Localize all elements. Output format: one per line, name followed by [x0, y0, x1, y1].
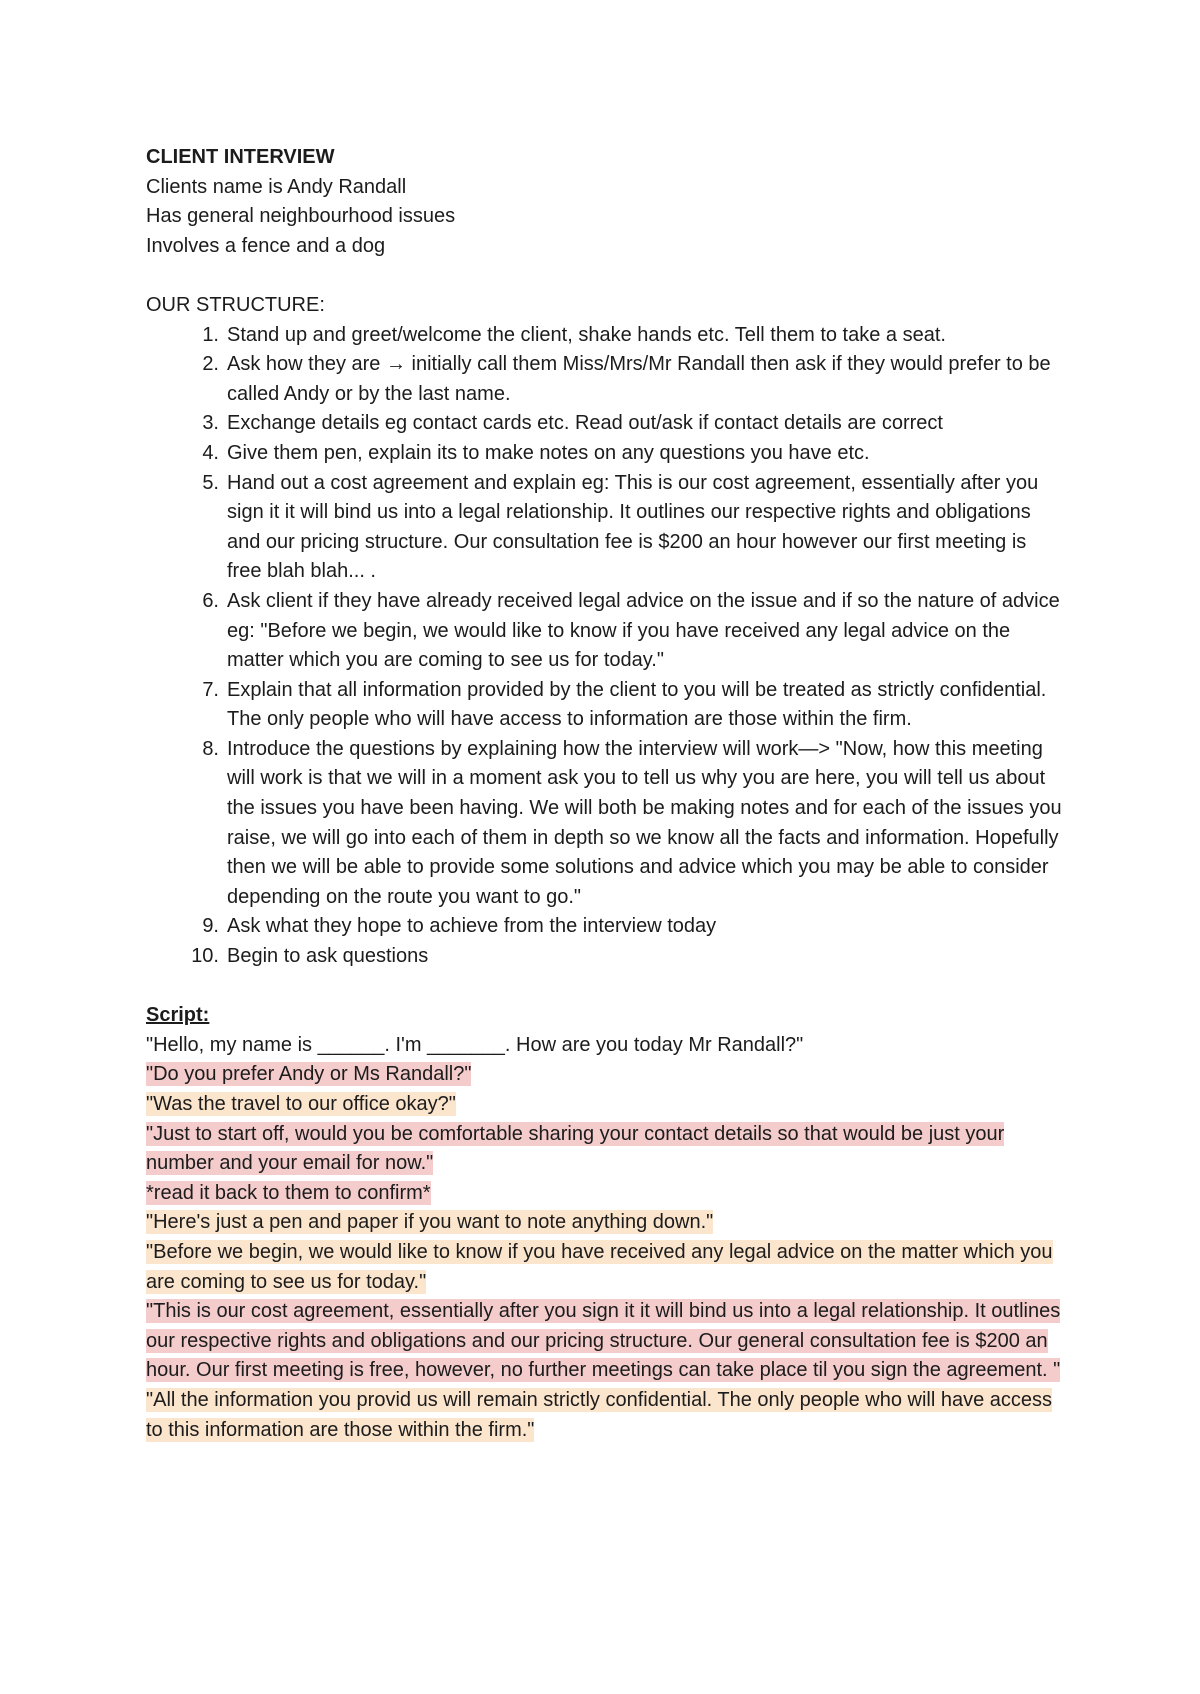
script-line-text: "Here's just a pen and paper if you want to note anything down."	[146, 1211, 714, 1234]
list-item	[146, 469, 1066, 587]
list-number: 3.	[202, 412, 219, 435]
script-line-highlighted	[146, 1120, 1066, 1179]
list-item	[146, 912, 1066, 942]
script-line	[146, 1031, 1066, 1061]
intro-line: Clients name is Andy Randall	[146, 175, 407, 198]
script-line-text: "All the information you provid us will remain strictly confidential. The only people who will have access to this information are those within the firm."	[146, 1388, 1053, 1441]
list-item-text: Ask client if they have already received legal advice on the issue and if so the nature of advice eg: "Before we begin, we would like to know if you have received any legal advice on the matter which you are coming to see us for today."	[227, 589, 1060, 672]
list-item-text: Introduce the questions by explaining how the interview will work—> "Now, how this meeting will work is that we will in a moment ask you to tell us why you are here, you will tell us about the issues you have been having. We will both be making notes and for each of the issues you raise, we will go into each of them in depth so we know all the facts and information. Hopefully then we will be able to provide some solutions and advice which you may be able to consider depending on the route you want to go."	[227, 737, 1062, 908]
list-item-text: Explain that all information provided by the client to you will be treated as strictly confidential. The only people who will have access to information are those within the firm.	[227, 678, 1047, 731]
script-line-highlighted	[146, 1090, 1066, 1120]
document-title: CLIENT INTERVIEW	[146, 146, 335, 168]
blank-line	[146, 261, 1066, 291]
list-number: 9.	[202, 915, 219, 938]
script-line-text: "Do you prefer Andy or Ms Randall?"	[146, 1063, 472, 1086]
list-item-text: Stand up and greet/welcome the client, shake hands etc. Tell them to take a seat.	[227, 323, 946, 346]
document-page	[146, 143, 1066, 1445]
list-item-text: Begin to ask questions	[227, 945, 429, 968]
list-item	[146, 587, 1066, 676]
script-line-highlighted	[146, 1297, 1066, 1386]
structure-label: OUR STRUCTURE:	[146, 293, 325, 316]
script-line-text: "Hello, my name is ______. I'm _______. How are you today Mr Randall?"	[146, 1033, 804, 1056]
list-item	[146, 321, 1066, 351]
list-number: 4.	[202, 441, 219, 464]
list-item-text: Exchange details eg contact cards etc. Read out/ask if contact details are correct	[227, 412, 943, 435]
intro-line: Has general neighbourhood issues	[146, 205, 456, 228]
list-number: 2.	[202, 353, 219, 376]
list-number: 7.	[202, 678, 219, 701]
script-line-highlighted	[146, 1386, 1066, 1445]
script-line-highlighted	[146, 1179, 1066, 1209]
list-item	[146, 676, 1066, 735]
intro-line: Involves a fence and a dog	[146, 234, 386, 257]
script-heading: Script:	[146, 1004, 210, 1027]
list-number: 1.	[202, 323, 219, 346]
list-number: 10.	[191, 945, 219, 968]
structure-list	[146, 321, 1066, 972]
list-number: 6.	[202, 589, 219, 612]
list-number: 8.	[202, 737, 219, 760]
script-line-highlighted	[146, 1208, 1066, 1238]
script-line-text: "Just to start off, would you be comfortable sharing your contact details so that would be just your number and your email for now."	[146, 1122, 1005, 1175]
list-item-text: Hand out a cost agreement and explain eg: This is our cost agreement, essentially after you sign it it will bind us into a legal relationship. It outlines our respective rights and obligations and our pricing structure. Our consultation fee is $200 an hour however our first meeting is free blah blah... .	[227, 471, 1039, 583]
script-line-text: *read it back to them to confirm*	[146, 1181, 431, 1204]
list-item	[146, 439, 1066, 469]
list-item	[146, 409, 1066, 439]
list-number: 5.	[202, 471, 219, 494]
script-line-text: "Before we begin, we would like to know if you have received any legal advice on the matter which you are coming to see us for today."	[146, 1240, 1053, 1293]
script-line-text: "This is our cost agreement, essentially after you sign it it will bind us into a legal relationship. It outlines our respective rights and obligations and our pricing structure. Our general consultation fee is $200 an hour. Our first meeting is free, however, no further meetings can take place til you sign the agreement. "	[146, 1300, 1061, 1382]
list-item	[146, 942, 1066, 972]
list-item-text: Give them pen, explain its to make notes on any questions you have etc.	[227, 441, 870, 464]
list-item	[146, 735, 1066, 913]
list-item-text: Ask what they hope to achieve from the interview today	[227, 915, 717, 938]
list-item-text: Ask how they are → initially call them Miss/Mrs/Mr Randall then ask if they would prefer to be called Andy or by the last name.	[227, 353, 1051, 405]
list-item	[146, 350, 1066, 409]
script-line-highlighted	[146, 1238, 1066, 1297]
script-line-highlighted	[146, 1060, 1066, 1090]
blank-line	[146, 972, 1066, 1002]
script-line-text: "Was the travel to our office okay?"	[146, 1093, 456, 1115]
